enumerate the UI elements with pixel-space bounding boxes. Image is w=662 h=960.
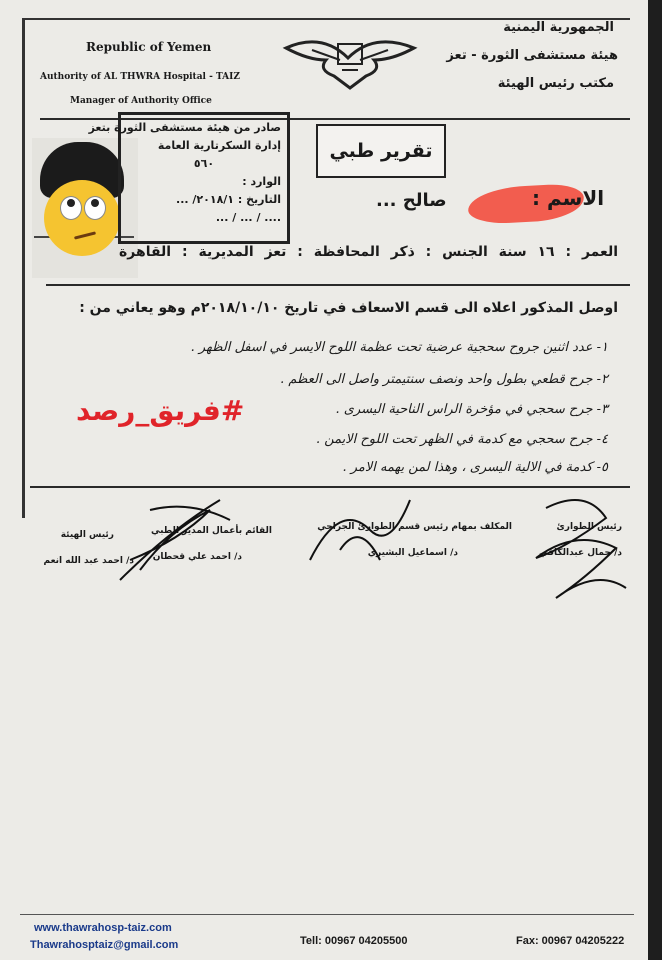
header-en-authority: Authority of AL THWRA Hospital - TAIZ (40, 72, 240, 82)
signature-scribble-2 (300, 490, 420, 580)
footer-tel: Tell: 00967 04205500 (300, 935, 408, 947)
name-label: الاسم : (532, 186, 605, 210)
finding-4: ٤- جرح سحجي مع كدمة في الظهر تحت اللوح الايمن . (315, 432, 608, 447)
stamp-line-3: ٥٦٠ (193, 157, 215, 170)
signature-3-title: القائم بأعمال المدير الطبي (151, 526, 272, 536)
name-value: صالح ... (376, 190, 447, 211)
report-intro: اوصل المذكور اعلاه الى قسم الاسعاف في تاريخ ٢٠١٨/١٠/١٠م وهو يعاني من : (79, 300, 618, 316)
info-rule (46, 284, 630, 286)
header-en-title: Republic of Yemen (86, 40, 212, 54)
signature-3-name: د/ احمد علي قحطان (152, 552, 242, 562)
footer-email: Thawrahosptaiz@gmail.com (30, 939, 179, 951)
stamp-line-1: صادر من هيئة مستشفى الثورة بتعز (88, 121, 281, 134)
screen-edge (648, 0, 662, 960)
signature-4-title: رئيس الهيئة (60, 530, 114, 540)
stamp-line-5: التاريخ : ٢٠١٨/١/ ... (176, 193, 281, 206)
stamp-line-4: الوارد : (242, 175, 281, 188)
header-ar-office: مكتب رئيس الهيئة (497, 76, 614, 91)
stamp-line-2: إدارة السكرتارية العامة (157, 139, 281, 152)
face-with-rolling-eyes-emoji-icon (44, 180, 120, 256)
signature-2-name: د/ اسماعيل البشيري (367, 548, 458, 558)
registry-stamp (88, 112, 290, 244)
finding-5: ٥- كدمة في الالية اليسرى ، وهذا لمن يهمه الامر . (342, 460, 608, 475)
signature-4-name: د/ احمد عبد الله انعم (43, 556, 134, 566)
yemen-eagle-emblem (282, 30, 418, 92)
watermark-hashtag: #فريق_رصد (76, 394, 245, 427)
signature-2-title: المكلف بمهام رئيس قسم الطوارئ الجراحي (317, 522, 512, 532)
signature-scribble-1 (526, 488, 636, 608)
signature-scribble-3 (110, 490, 240, 590)
header-en-office: Manager of Authority Office (70, 96, 212, 106)
frame-left-line (22, 18, 25, 518)
stamp-line-6: .... / ... / ... (215, 211, 281, 224)
finding-1: ١- عدد اثنين جروح سحجية عرضية تحت عظمة اللوح الايسر في اسفل الظهر . (190, 340, 608, 355)
header-ar-republic: الجمهورية اليمنية (503, 20, 614, 35)
signature-1-title: رئيس الطوارئ (556, 522, 622, 532)
footer-fax: Fax: 00967 04205222 (516, 935, 625, 947)
finding-2: ٢- جرح قطعي بطول واحد ونصف سنتيمتر واصل الى العظم . (280, 372, 608, 387)
patient-info-row: العمر : ١٦ سنة الجنس : ذكر المحافظة : تعز المديرية : القاهرة (119, 244, 618, 260)
signature-1-name: د/ جمال عبدالكافي (539, 548, 622, 558)
header-ar-authority: هيئة مستشفى الثورة - تعز (446, 48, 618, 63)
finding-3: ٣- جرح سحجي في مؤخرة الراس الناحية اليسرى . (335, 402, 608, 417)
footer-website: www.thawrahosp-taiz.com (34, 922, 172, 934)
report-title: تقرير طبي (316, 124, 446, 178)
footer-rule (20, 914, 634, 915)
